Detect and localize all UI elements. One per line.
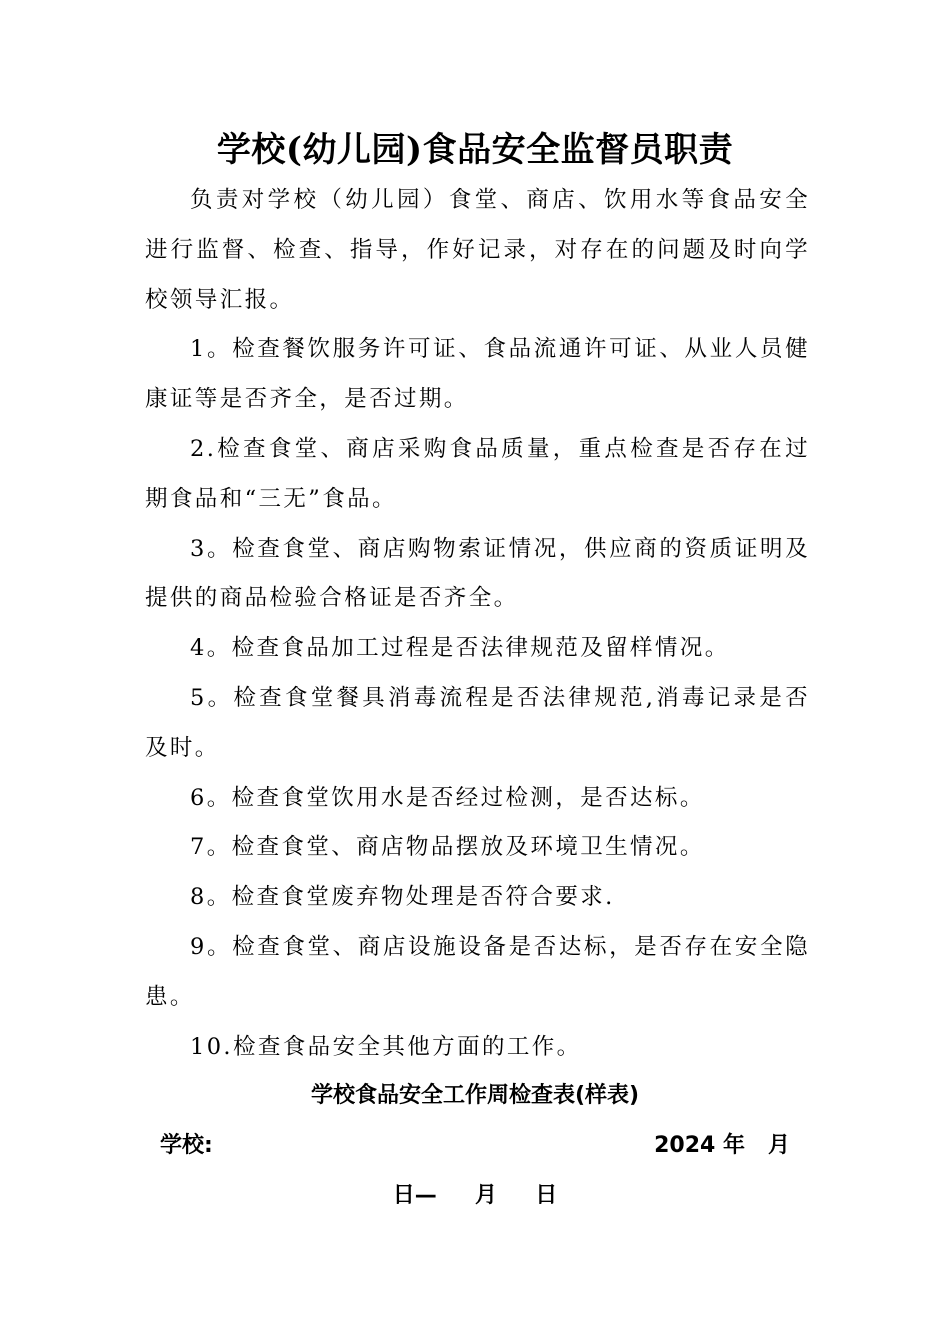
duty-item-3: 3。检查食堂、商店购物索证情况，供应商的资质证明及提供的商品检验合格证是否齐全。 bbox=[145, 535, 810, 612]
duty-item-8: 8。检查食堂废弃物处理是否符合要求. bbox=[190, 884, 615, 911]
duty-item-7: 7。检查食堂、商店物品摆放及环境卫生情况。 bbox=[190, 834, 705, 861]
form-title: 学校食品安全工作周检查表(样表) bbox=[310, 1083, 640, 1108]
duty-item-6: 6。检查食堂饮用水是否经过检测，是否达标。 bbox=[190, 784, 705, 811]
date-range: 日— 月 日 bbox=[392, 1183, 558, 1208]
document-body bbox=[145, 176, 810, 1072]
duty-item-9: 9。检查食堂、商店设施设备是否达标，是否存在安全隐患。 bbox=[145, 933, 810, 1010]
duty-item-10: 10.检查食品安全其他方面的工作。 bbox=[190, 1033, 582, 1060]
intro-paragraph: 负责对学校（幼儿园）食堂、商店、饮用水等食品安全进行监督、检查、指导，作好记录，对存在的问题及时向学校领导汇报。 bbox=[145, 187, 810, 313]
document-title: 学校(幼儿园)食品安全监督员职责 bbox=[216, 130, 734, 170]
date-year-month: 2024 年 月 bbox=[654, 1133, 790, 1158]
duty-item-2: 2.检查食堂、商店采购食品质量，重点检查是否存在过期食品和“三无”食品。 bbox=[145, 435, 810, 512]
duty-item-4: 4。检查食品加工过程是否法律规范及留样情况。 bbox=[190, 635, 730, 662]
school-label: 学校: bbox=[160, 1133, 213, 1158]
duty-item-5: 5。检查食堂餐具消毒流程是否法律规范,消毒记录是否及时。 bbox=[145, 684, 810, 761]
duty-item-1: 1。检查餐饮服务许可证、食品流通许可证、从业人员健康证等是否齐全，是否过期。 bbox=[145, 336, 810, 413]
